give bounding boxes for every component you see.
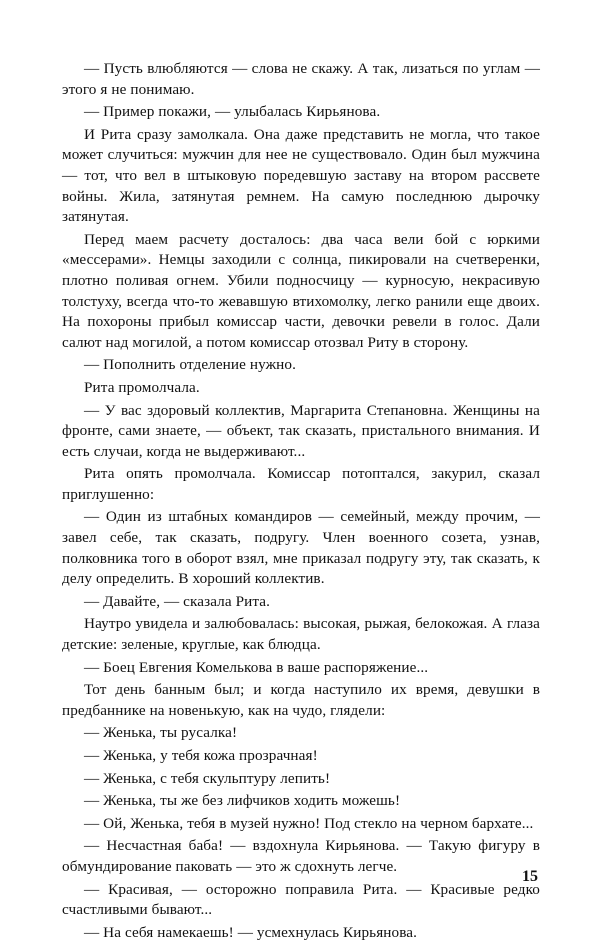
paragraph: И Рита сразу замолкала. Она даже представить не могла, что такое может случиться: мужчин для нее не существовало. Один был мужчина — тот, что вел в штыковую поредевшую заставу на втором рассвете войны. Жила, затянутая ремнем. На самую последнюю дырочку затянутая.: [62, 125, 540, 226]
paragraph: — Женька, ты же без лифчиков ходить можешь!: [84, 792, 401, 810]
paragraph: — На себя намекаешь! — усмехнулась Кирьянова.: [84, 923, 418, 941]
paragraph: — Пример покажи, — улыбалась Кирьянова.: [84, 103, 381, 121]
paragraph: — Женька, у тебя кожа прозрачная!: [84, 747, 318, 764]
paragraph: Рита промолчала.: [84, 378, 200, 396]
paragraph: — У вас здоровый коллектив, Маргарита Степановна. Женщины на фронте, сами знаете, — объект, так сказать, пристального внимания. И есть случаи, когда не выдерживают...: [62, 401, 540, 460]
paragraph: — Красивая, — осторожно поправила Рита. — Красивые редко счастливыми бывают...: [62, 880, 540, 919]
paragraph: — Женька, ты русалка!: [84, 724, 238, 742]
paragraph: Рита опять промолчала. Комиссар потоптался, закурил, сказал приглушенно:: [62, 465, 540, 503]
paragraph: — Один из штабных командиров — семейный, между прочим, — завел себе, так сказать, подругу. Член военного созета, узнав, полковника того в оборот взял, мне приказал подругу эту, так сказать, к делу определить. В хороший коллектив.: [62, 508, 540, 588]
page-body: [62, 59, 540, 943]
paragraph: — Несчастная баба! — вздохнула Кирьянова. — Такую фигуру в обмундирование паковать — это ж сдохнуть легче.: [62, 837, 540, 875]
paragraph: Перед маем расчету досталось: два часа вели бой с юркими «мессерами». Немцы заходили с солнца, пикировали на счетверенки, плотно поливая огнем. Убили подносчицу — курносую, некрасивую толстуху, всегда что-то жевавшую втихомолку, легко ранили еще двоих. На похороны прибыл комиссар части, девочки ревели в голос. Дали салют над могилой, а потом комиссар отозвал Риту в сторону.: [62, 230, 540, 351]
paragraph: — Пополнить отделение нужно.: [84, 356, 297, 374]
page-number: 15: [522, 868, 538, 885]
paragraph: — Боец Евгения Комелькова в ваше распоряжение...: [84, 658, 429, 676]
paragraph: — Давайте, — сказала Рита.: [84, 592, 271, 610]
paragraph: — Ой, Женька, тебя в музей нужно! Под стекло на черном бархате...: [84, 814, 534, 832]
paragraph: — Пусть влюбляются — слова не скажу. А так, лизаться по углам — этого я не понимаю.: [62, 60, 540, 98]
paragraph: Наутро увидела и залюбовалась: высокая, рыжая, белокожая. А глаза детские: зеленые, круглые, как блюдца.: [62, 615, 540, 654]
paragraph: Тот день банным был; и когда наступило их время, девушки в предбаннике на новенькую, как на чудо, глядели:: [62, 681, 540, 719]
paragraph: — Женька, с тебя скульптуру лепить!: [84, 769, 331, 787]
